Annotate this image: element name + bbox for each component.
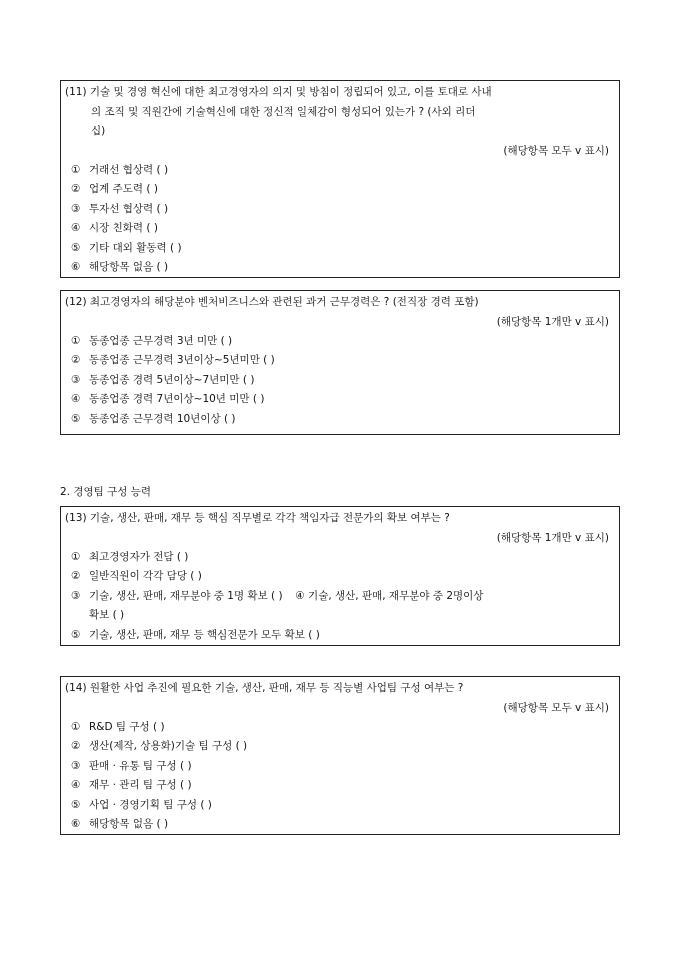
instruction: (해당항목 1개만 v 표시) <box>496 531 609 544</box>
option-5[interactable] <box>65 410 615 430</box>
option-5[interactable] <box>65 626 615 646</box>
question-11-box <box>60 80 620 278</box>
question-number: (12) <box>65 296 87 308</box>
option-label-continued: 확보 ( ) <box>89 609 125 621</box>
option-label: 거래선 협상력 ( ) <box>89 163 169 176</box>
question-14-box <box>60 676 620 835</box>
option-label: 일반직원이 각각 담당 ( ) <box>89 570 202 582</box>
question-text-line: 최고경영자의 해당분야 벤처비즈니스와 관련된 과거 근무경력은 ? (전직장 경력 포함) <box>89 296 479 308</box>
option-marker: ④ <box>71 779 81 791</box>
question-number: (14) <box>65 682 87 694</box>
question-text-line: 기술 및 경영 혁신에 대한 최고경영자의 의지 및 방침이 정립되어 있고, 이를 토대로 사내 <box>89 86 492 98</box>
option-marker: ④ <box>295 589 305 602</box>
instruction: (해당항목 1개만 v 표시) <box>496 315 609 328</box>
option-marker: ⑤ <box>71 628 81 641</box>
question-12-box <box>60 290 620 435</box>
question-number: (11) <box>65 86 87 98</box>
question-11-text <box>65 83 615 142</box>
option-marker: ⑥ <box>71 261 81 273</box>
option-label: 최고경영자가 전담 ( ) <box>89 550 189 563</box>
option-marker: ② <box>71 740 81 752</box>
option-marker: ⑥ <box>71 818 81 830</box>
option-label: 투자선 협상력 ( ) <box>89 202 169 215</box>
option-label: 해당항목 없음 ( ) <box>89 261 169 273</box>
option-3[interactable] <box>65 371 615 391</box>
question-text-line: 기술, 생산, 판매, 재무 등 핵심 직무별로 각각 책임자급 전문가의 확보 여부는 ? <box>89 512 450 524</box>
option-2[interactable] <box>65 737 615 757</box>
question-14-text <box>65 679 615 699</box>
section-title: 2. 경영팀 구성 능력 <box>60 486 152 498</box>
option-label: 동종업종 경력 5년이상~7년미만 ( ) <box>89 373 255 386</box>
option-3-4[interactable] <box>65 587 615 626</box>
option-4[interactable] <box>65 390 615 410</box>
option-marker: ① <box>71 550 81 563</box>
option-marker: ③ <box>71 202 81 215</box>
option-1[interactable] <box>65 161 615 181</box>
question-text-line: 의 조직 및 직원간에 기술혁신에 대한 정신적 일체감이 형성되어 있는가 ? (사외 리더 <box>91 105 476 118</box>
option-6[interactable] <box>65 258 615 278</box>
option-label: 업계 주도력 ( ) <box>89 183 158 195</box>
option-label: 기술, 생산, 판매, 재무 등 핵심전문가 모두 확보 ( ) <box>89 628 320 641</box>
option-marker: ④ <box>71 393 81 405</box>
option-4[interactable] <box>65 219 615 239</box>
option-label: 해당항목 없음 ( ) <box>89 818 169 830</box>
option-2[interactable] <box>65 180 615 200</box>
option-6[interactable] <box>65 815 615 835</box>
question-text-line: 원활한 사업 추진에 필요한 기술, 생산, 판매, 재무 등 직능별 사업팀 구성 여부는 ? <box>89 682 464 694</box>
option-label: 시장 친화력 ( ) <box>89 222 158 234</box>
option-marker: ① <box>71 334 81 347</box>
option-label: 기술, 생산, 판매, 재무분야 중 1명 확보 ( ) <box>89 589 283 602</box>
option-marker: ④ <box>71 222 81 234</box>
option-marker: ① <box>71 163 81 176</box>
option-1[interactable] <box>65 548 615 568</box>
option-label: 동종업종 근무경력 3년이상~5년미만 ( ) <box>89 354 275 366</box>
option-marker: ⑤ <box>71 798 81 811</box>
option-marker: ① <box>71 720 81 733</box>
option-2[interactable] <box>65 351 615 371</box>
option-label: 사업 · 경영기획 팀 구성 ( ) <box>89 798 212 811</box>
option-label: 동종업종 근무경력 10년이상 ( ) <box>89 412 236 425</box>
option-marker: ② <box>71 183 81 195</box>
option-4[interactable] <box>65 776 615 796</box>
option-marker: ③ <box>71 759 81 772</box>
option-label: R&D 팀 구성 ( ) <box>89 720 165 733</box>
option-5[interactable] <box>65 239 615 259</box>
instruction: (해당항목 모두 v 표시) <box>503 701 609 714</box>
option-label: 동종업종 경력 7년이상~10년 미만 ( ) <box>89 393 265 405</box>
instruction: (해당항목 모두 v 표시) <box>503 144 609 157</box>
option-1[interactable] <box>65 718 615 738</box>
question-13-text <box>65 509 615 529</box>
question-number: (13) <box>65 512 87 524</box>
option-3[interactable] <box>65 757 615 777</box>
option-2[interactable] <box>65 567 615 587</box>
option-label: 기타 대외 활동력 ( ) <box>89 241 182 254</box>
option-label: 재무 · 관리 팀 구성 ( ) <box>89 779 192 791</box>
option-marker: ② <box>71 354 81 366</box>
option-marker: ③ <box>71 589 81 602</box>
option-marker: ⑤ <box>71 412 81 425</box>
option-1[interactable] <box>65 332 615 352</box>
option-label: 기술, 생산, 판매, 재무분야 중 2명이상 <box>308 589 484 602</box>
question-13-box <box>60 506 620 646</box>
option-3[interactable] <box>65 200 615 220</box>
option-marker: ② <box>71 570 81 582</box>
option-5[interactable] <box>65 796 615 816</box>
question-12-text <box>65 293 615 313</box>
option-label: 생산(제작, 상용화)기술 팀 구성 ( ) <box>89 740 248 752</box>
option-label: 동종업종 근무경력 3년 미만 ( ) <box>89 334 233 347</box>
option-marker: ③ <box>71 373 81 386</box>
option-label: 판매 · 유통 팀 구성 ( ) <box>89 759 192 772</box>
option-marker: ⑤ <box>71 241 81 254</box>
question-text-line: 십) <box>91 125 106 137</box>
